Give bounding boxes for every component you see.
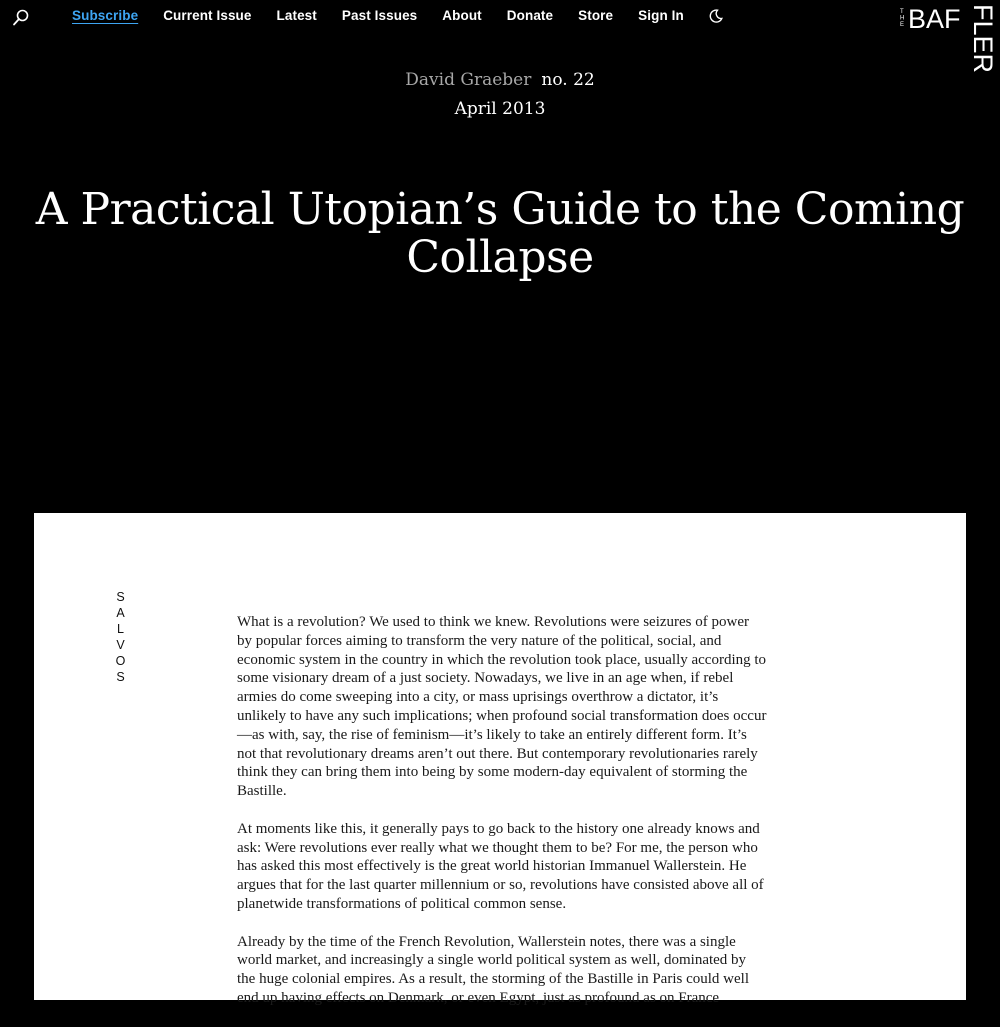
svg-text:FLER: FLER [968, 4, 998, 74]
article-body [237, 613, 767, 1027]
nav-about[interactable]: About [442, 8, 482, 23]
nav-latest[interactable]: Latest [276, 8, 317, 23]
article-meta [0, 70, 1000, 119]
paragraph: Already by the time of the French Revolution, Wallerstein notes, there was a single world market, and increasingly a single world political system as well, dominated by the huge colonial empires. As a result, the storming of the Bastille in Paris could well end up having effects on Denmark, or even Egypt, just as profound as on France [237, 933, 749, 1006]
svg-text:H: H [900, 15, 905, 22]
issue-number[interactable]: no. 22 [541, 70, 595, 90]
svg-text:E: E [900, 22, 905, 28]
svg-text:T: T [900, 9, 904, 15]
paragraph: At moments like this, it generally pays to go back to the history one already knows and ask: Were revolutions ever really what we thought them to be? For me, the person who has asked this most effectively is the great world historian Immanuel Wallerstein. He argues that for the last quarter millennium or so, revolutions have consisted above all of planetwide transformations of political common sense. [237, 820, 764, 912]
nav-links [72, 8, 723, 23]
author-name[interactable]: David Graeber [405, 70, 532, 90]
article-title: A Practical Utopian’s Guide to the Coming Collapse [35, 184, 965, 283]
section-label[interactable]: SALVOS [115, 590, 127, 684]
nav-store[interactable]: Store [578, 8, 614, 23]
svg-text:BAF: BAF [908, 4, 961, 34]
publish-date: April 2013 [454, 99, 546, 119]
nav-past-issues[interactable]: Past Issues [341, 8, 418, 23]
nav-current-issue[interactable]: Current Issue [163, 8, 252, 23]
top-nav [0, 0, 1000, 74]
nav-donate[interactable]: Donate [506, 8, 554, 23]
moon-icon[interactable] [709, 9, 723, 23]
paragraph: What is a revolution? We used to think we knew. Revolutions were seizures of power by popular forces aiming to transform the very nature of the political, social, and economic system in the country in which the revolution took place, usually according to some visionary dream of a just society. Nowadays, we live in an age when, if rebel armies do come sweeping into a city, or mass uprisings overthrow a dictator, it’s unlikely to have any such implications; when profound social transformation does occur—as with, say, the rise of feminism—it’s likely to take an entirely different form. It’s not that revolutionary dreams aren’t out there. But contemporary revolutionaries rarely think they can bring them into being by some modern-day equivalent of storming the Bastille. [237, 614, 767, 800]
nav-subscribe[interactable]: Subscribe [72, 8, 139, 23]
search-icon[interactable] [11, 8, 31, 28]
nav-sign-in[interactable]: Sign In [638, 8, 684, 23]
article-body-panel [34, 513, 966, 1006]
